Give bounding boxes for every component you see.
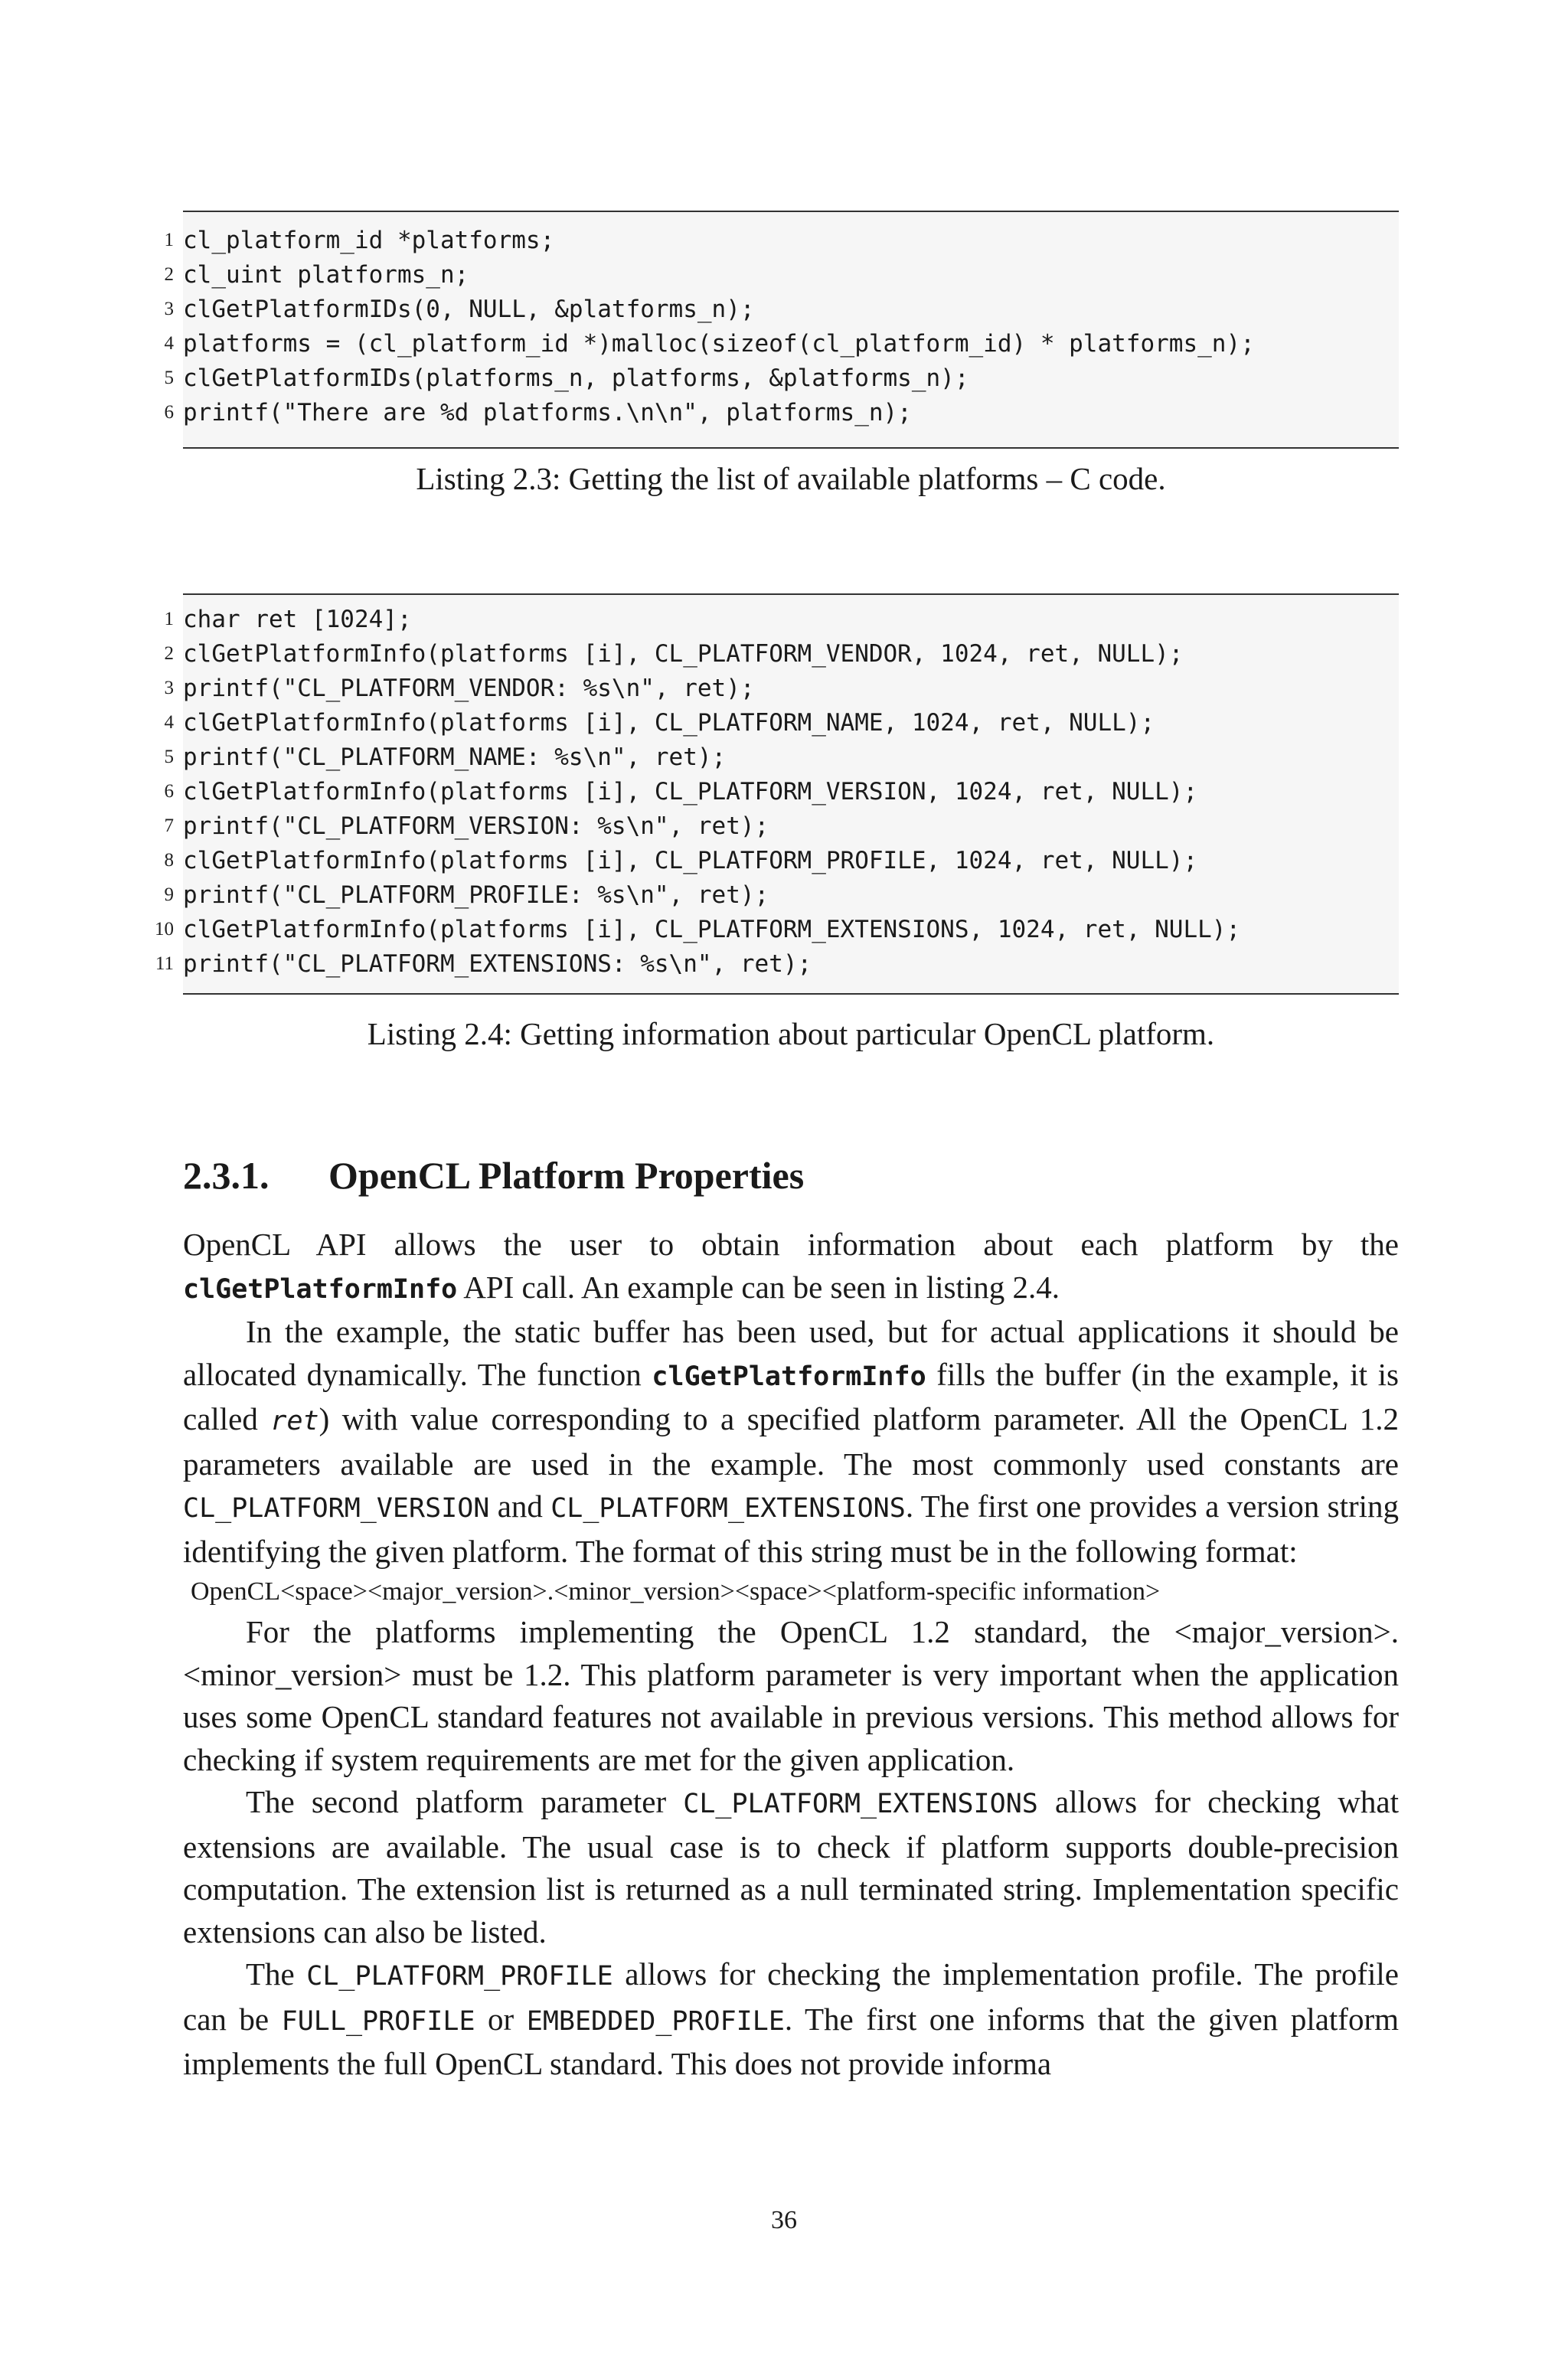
- line-number: 6: [164, 402, 174, 423]
- line-number: 10: [155, 919, 174, 940]
- line-number: 2: [164, 264, 174, 285]
- code-line: clGetPlatformInfo(platforms [i], CL_PLATFORM_NAME, 1024, ret, NULL);: [183, 709, 1155, 737]
- body-text: [183, 1224, 1399, 2086]
- format-string: OpenCL<space><major_version>.<minor_version><space><platform-specific information>: [191, 1577, 1161, 1606]
- line-number: 3: [164, 678, 174, 698]
- line-number: 3: [164, 299, 174, 319]
- code-line: clGetPlatformInfo(platforms [i], CL_PLATFORM_EXTENSIONS, 1024, ret, NULL);: [183, 916, 1241, 943]
- line-number: 5: [164, 368, 174, 388]
- paragraph: The CL_PLATFORM_PROFILE allows for checking the implementation profile. The profile can be FULL_PROFILE or EMBEDDED_PROFILE. The first one informs that the given platform implements the full OpenCL standard. This does not provide informa: [183, 1956, 1400, 2081]
- section-heading: [183, 1151, 804, 1200]
- code-line: printf("CL_PLATFORM_VENDOR: %s\n", ret);: [183, 675, 755, 702]
- inline-code: clGetPlatformInfo: [183, 1273, 458, 1305]
- code-line: clGetPlatformInfo(platforms [i], CL_PLATFORM_PROFILE, 1024, ret, NULL);: [183, 847, 1198, 874]
- line-number: 1: [164, 609, 174, 629]
- inline-code: CL_PLATFORM_EXTENSIONS: [683, 1789, 1038, 1819]
- section-number: 2.3.1.: [183, 1154, 270, 1197]
- paragraph: For the platforms implementing the OpenCL 1.2 standard, the <major_version>.<minor_version> must be 1.2. This platform parameter is very important when the application uses some OpenCL standard features not available in previous versions. This method allows for checking if system requirements are met for the given application.: [183, 1614, 1399, 1777]
- code-line: printf("There are %d platforms.\n\n", platforms_n);: [183, 399, 912, 426]
- code-line: clGetPlatformIDs(0, NULL, &platforms_n);: [183, 296, 755, 323]
- line-number: 4: [164, 333, 174, 354]
- inline-code: CL_PLATFORM_VERSION: [183, 1493, 490, 1524]
- listing-caption-2-3: Listing 2.3: Getting the list of available platforms – C code.: [416, 461, 1166, 496]
- code-line: clGetPlatformInfo(platforms [i], CL_PLATFORM_VERSION, 1024, ret, NULL);: [183, 778, 1198, 806]
- code-line: printf("CL_PLATFORM_VERSION: %s\n", ret);: [183, 812, 769, 840]
- line-number: 8: [164, 850, 174, 871]
- line-number: 9: [164, 884, 174, 905]
- code-line: printf("CL_PLATFORM_PROFILE: %s\n", ret);: [183, 881, 769, 909]
- section-title: OpenCL Platform Properties: [328, 1154, 805, 1197]
- line-number: 1: [164, 230, 174, 250]
- paragraph: The second platform parameter CL_PLATFORM_EXTENSIONS allows for checking what extensions are available. The usual case is to check if platform supports double-precision computation. The extension list is returned as a null terminated string. Implementation specific extensions can also be listed.: [183, 1784, 1399, 1949]
- code-line: printf("CL_PLATFORM_EXTENSIONS: %s\n", ret);: [183, 950, 812, 978]
- inline-code: CL_PLATFORM_EXTENSIONS: [550, 1493, 906, 1524]
- line-number: 5: [164, 747, 174, 767]
- line-number: 6: [164, 781, 174, 802]
- paragraph: In the example, the static buffer has been used, but for actual applications it should be allocated dynamically. The function clGetPlatformInfo fills the buffer (in the example, it is called ret) with value corresponding to a specified platform parameter. All the OpenCL 1.2 parameters available are used in the example. The most commonly used constants are CL_PLATFORM_VERSION and CL_PLATFORM_EXTENSIONS. The first one provides a version string identifying the given platform. The format of this string must be in the following format:: [183, 1314, 1400, 1569]
- code-listing-2-4: [155, 593, 1399, 995]
- code-line: cl_platform_id *platforms;: [183, 227, 555, 254]
- code-line: clGetPlatformIDs(platforms_n, platforms, &platforms_n);: [183, 364, 969, 392]
- code-listing-2-3: [164, 211, 1399, 449]
- line-number: 2: [164, 643, 174, 664]
- code-line: printf("CL_PLATFORM_NAME: %s\n", ret);: [183, 743, 727, 771]
- code-line: char ret [1024];: [183, 606, 412, 633]
- inline-code: ret: [270, 1406, 319, 1436]
- inline-code: EMBEDDED_PROFILE: [526, 2005, 785, 2037]
- inline-code: CL_PLATFORM_PROFILE: [306, 1961, 613, 1992]
- line-number: 7: [164, 815, 174, 836]
- paragraph: OpenCL API allows the user to obtain information about each platform by the clGetPlatformInfo API call. An example can be seen in listing 2.4.: [183, 1227, 1399, 1305]
- code-line: clGetPlatformInfo(platforms [i], CL_PLATFORM_VENDOR, 1024, ret, NULL);: [183, 640, 1184, 668]
- line-number: 4: [164, 712, 174, 733]
- page-number: 36: [771, 2206, 797, 2234]
- inline-code: clGetPlatformInfo: [652, 1361, 926, 1392]
- listing-caption-2-4: Listing 2.4: Getting information about particular OpenCL platform.: [367, 1016, 1215, 1051]
- line-number: 11: [155, 953, 174, 974]
- inline-code: FULL_PROFILE: [281, 2005, 475, 2037]
- code-line: platforms = (cl_platform_id *)malloc(sizeof(cl_platform_id) * platforms_n);: [183, 330, 1255, 358]
- code-line: cl_uint platforms_n;: [183, 261, 469, 289]
